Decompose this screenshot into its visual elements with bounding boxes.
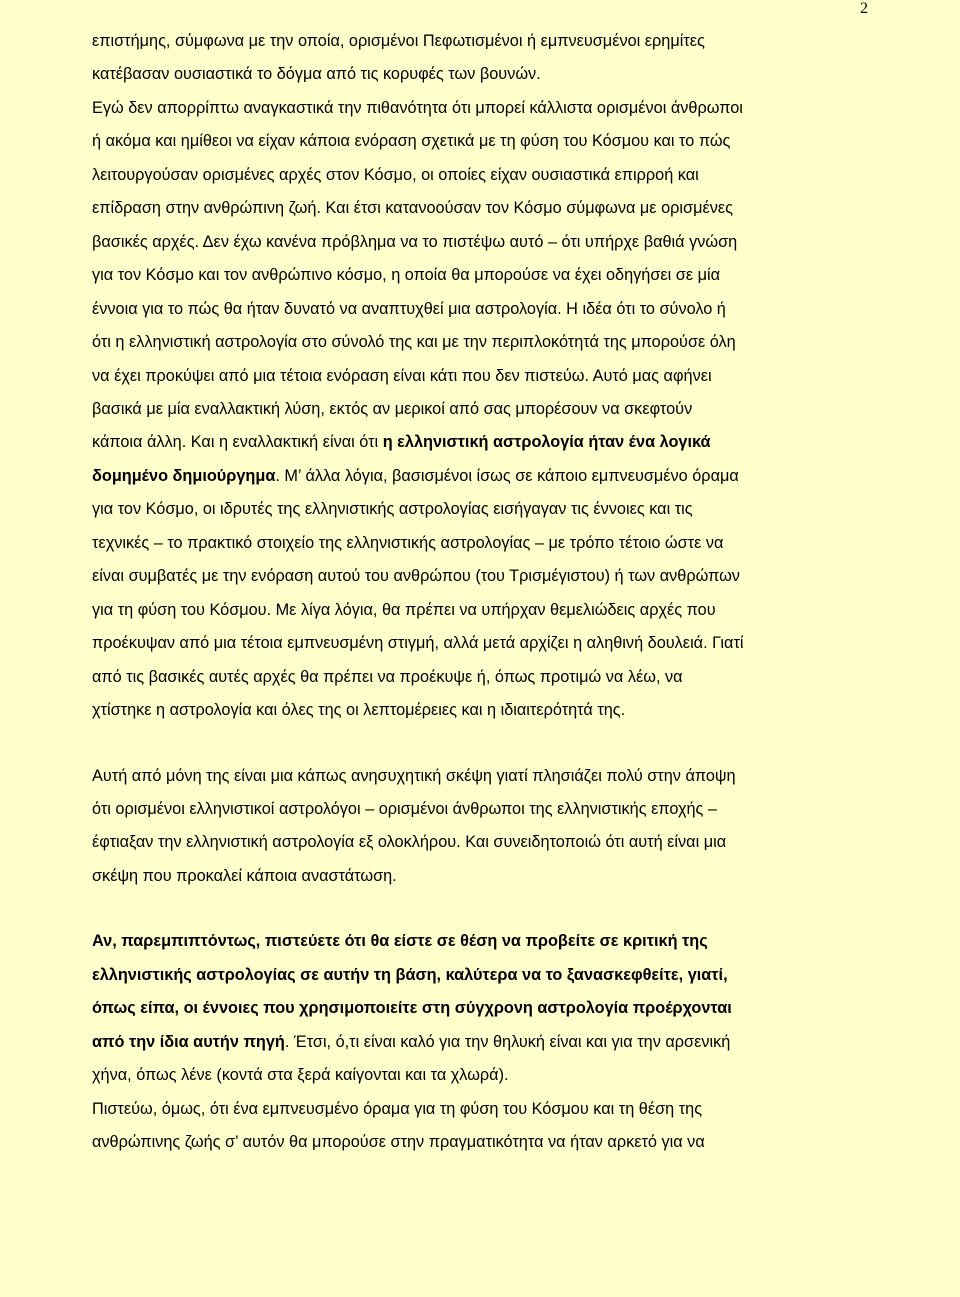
text-line-mixed	[92, 1026, 872, 1059]
paragraph-2	[92, 760, 872, 894]
document-body	[92, 25, 872, 1160]
text-line: ότι η ελληνιστική αστρολογία στο σύνολό της και με την περιπλοκότητά της μπορούσε όλη	[92, 333, 736, 352]
text-line: λειτουργούσαν ορισμένες αρχές στον Κόσμο, οι οποίες είχαν ουσιαστικά επιρροή και	[92, 165, 699, 184]
text-line: τεχνικές – το πρακτικό στοιχείο της ελληνιστικής αστρολογίας – με τρόπο τέτοιο ώστε να	[92, 533, 724, 552]
text-line-bold	[92, 992, 872, 1025]
text-line: ή ακόμα και ημίθεοι να είχαν κάποια ενόραση σχετικά με τη φύση του Κόσμου και το πώς	[92, 132, 731, 151]
text-line: χτίστηκε η αστρολογία και όλες της οι λεπτομέρειες και η ιδιαιτερότητά της.	[92, 701, 626, 720]
text-line: έννοια για το πώς θα ήταν δυνατό να αναπτυχθεί μια αστρολογία. Η ιδέα ότι το σύνολο ή	[92, 299, 726, 318]
plain-text: . Έτσι, ό,τι είναι καλό για την θηλυκή είναι και για την αρσενική	[284, 1032, 731, 1051]
text-line: να έχει προκύψει από μια τέτοια ενόραση είναι κάτι που δεν πιστεύω. Αυτό μας αφήνει	[92, 366, 712, 385]
text-line: έφτιαξαν την ελληνιστική αστρολογία εξ ολοκλήρου. Και συνειδητοποιώ ότι αυτή είναι μια	[92, 833, 727, 852]
text-line: βασικές αρχές. Δεν έχω κανένα πρόβλημα να το πιστέψω αυτό – ότι υπήρχε βαθιά γνώση	[92, 232, 738, 251]
text-line: Αυτή από μόνη της είναι μια κάπως ανησυχητική σκέψη γιατί πλησιάζει πολύ στην άποψη	[92, 766, 736, 785]
text-line: βασικά με μία εναλλακτική λύση, εκτός αν μερικοί από σας μπορέσουν να σκεφτούν	[92, 399, 693, 418]
text-line: προέκυψαν από μια τέτοια εμπνευσμένη στιγμή, αλλά μετά αρχίζει η αληθινή δουλειά. Γιατί	[92, 634, 744, 653]
text-line: για τον Κόσμο και τον ανθρώπινο κόσμο, η οποία θα μπορούσε να έχει οδηγήσει σε μία	[92, 266, 721, 285]
text-line: από τις βασικές αυτές αρχές θα πρέπει να προέκυψε ή, όπως προτιμώ να λέω, να	[92, 667, 683, 686]
text-line: επιστήμης, σύμφωνα με την οποία, ορισμένοι Πεφωτισμένοι ή εμπνευσμένοι ερημίτες	[92, 32, 705, 50]
plain-text: κάποια άλλη. Και η εναλλακτική είναι ότι	[92, 433, 383, 452]
bold-text: δομημένο δημιούργημα	[92, 466, 276, 485]
paragraph-1	[92, 25, 872, 728]
text-line: είναι συμβατές με την ενόραση αυτού του ανθρώπου (του Τρισμέγιστου) ή των ανθρώπων	[92, 567, 740, 586]
text-line: ανθρώπινης ζωής σ’ αυτόν θα μπορούσε στην πραγματικότητα να ήταν αρκετό για να	[92, 1133, 705, 1152]
plain-text: . Μ’ άλλα λόγια, βασισμένοι ίσως σε κάποιο εμπνευσμένο όραμα	[275, 466, 739, 485]
text-line: Εγώ δεν απορρίπτω αναγκαστικά την πιθανότητα ότι μπορεί κάλλιστα ορισμένοι άνθρωποι	[92, 98, 743, 117]
bold-text: η ελληνιστική αστρολογία ήταν ένα λογικά	[382, 433, 711, 452]
text-line-mixed	[92, 426, 872, 459]
text-line: για τον Κόσμο, οι ιδρυτές της ελληνιστικής αστρολογίας εισήγαγαν τις έννοιες και τις	[92, 500, 693, 519]
text-line: επίδραση στην ανθρώπινη ζωή. Και έτσι κατανοούσαν τον Κόσμο σύμφωνα με ορισμένες	[92, 199, 733, 218]
bold-text: από την ίδια αυτήν πηγή	[92, 1032, 285, 1051]
paragraph-gap	[92, 728, 872, 760]
text-line: χήνα, όπως λένε (κοντά στα ξερά καίγονται και τα χλωρά).	[92, 1066, 509, 1085]
paragraph-gap	[92, 893, 872, 925]
page-number: 2	[860, 0, 868, 17]
paragraph-3	[92, 925, 872, 1159]
text-line: για τη φύση του Κόσμου. Με λίγα λόγια, θα πρέπει να υπήρχαν θεμελιώδεις αρχές που	[92, 600, 716, 619]
text-line-bold	[92, 925, 872, 958]
text-line: σκέψη που προκαλεί κάποια αναστάτωση.	[92, 866, 397, 885]
bold-text: Αν, παρεμπιπτόντως, πιστεύετε ότι θα είστε σε θέση να προβείτε σε κριτική της	[92, 932, 708, 951]
text-line: ότι ορισμένοι ελληνιστικοί αστρολόγοι – ορισμένοι άνθρωποι της ελληνιστικής εποχής –	[92, 799, 717, 818]
text-line-bold	[92, 959, 872, 992]
text-line-mixed	[92, 460, 872, 493]
text-line: Πιστεύω, όμως, ότι ένα εμπνευσμένο όραμα για τη φύση του Κόσμου και τη θέση της	[92, 1099, 703, 1118]
bold-text: ελληνιστικής αστρολογίας σε αυτήν τη βάση, καλύτερα να το ξανασκεφθείτε, γιατί,	[92, 965, 728, 984]
bold-text: όπως είπα, οι έννοιες που χρησιμοποιείτε στη σύγχρονη αστρολογία προέρχονται	[92, 999, 732, 1018]
text-line: κατέβασαν ουσιαστικά το δόγμα από τις κορυφές των βουνών.	[92, 65, 541, 84]
